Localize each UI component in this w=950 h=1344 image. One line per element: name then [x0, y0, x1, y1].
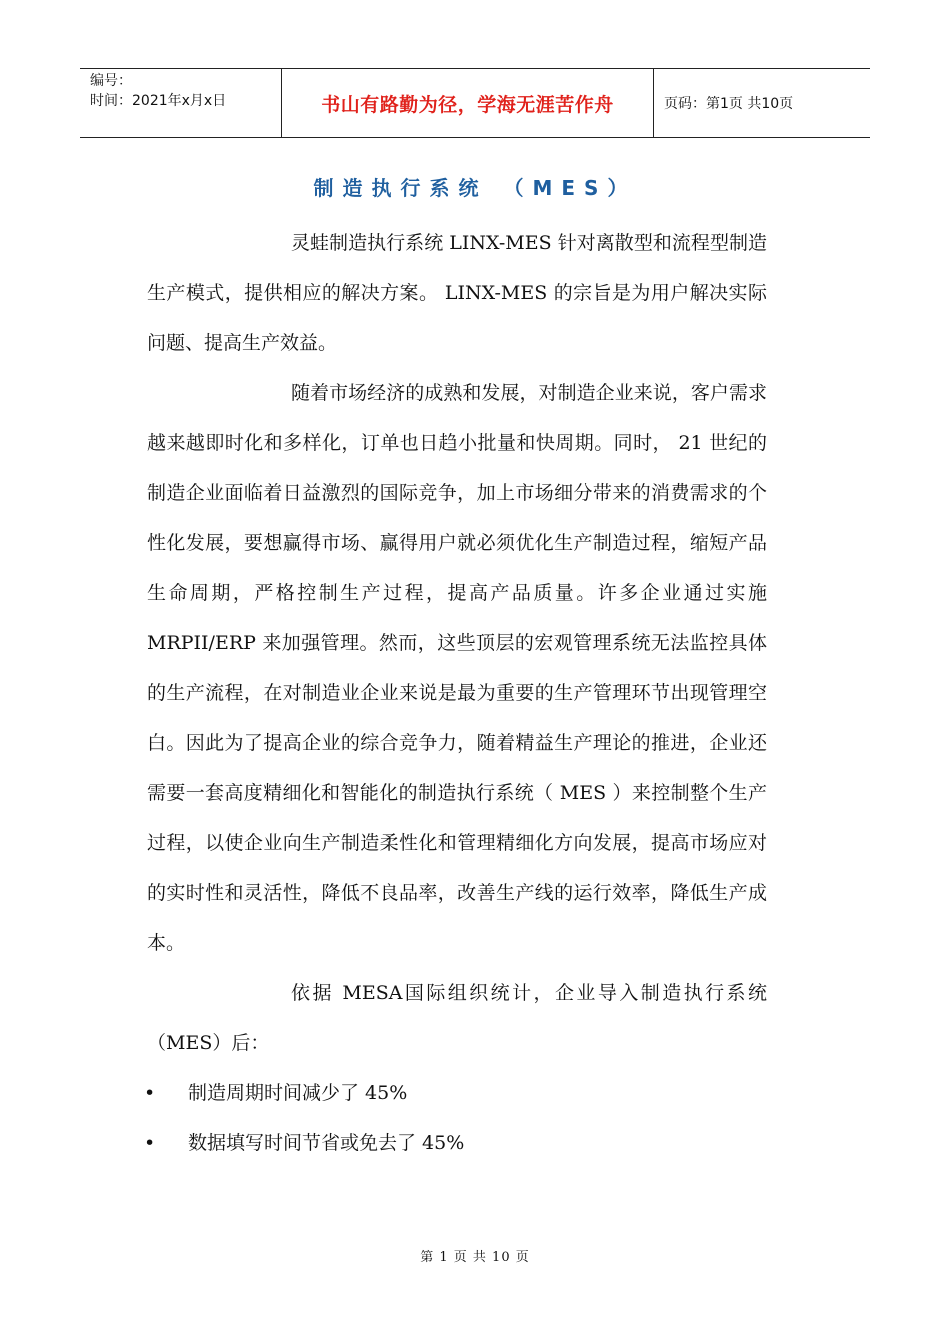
- document-header: [80, 68, 870, 138]
- header-page-info: 页码：第1页 共10页: [664, 96, 794, 112]
- paragraph-statistics: 依据 MESA国际组织统计，企业导入制造执行系统（MES）后：: [147, 982, 767, 1054]
- bullet-icon: •: [144, 1082, 156, 1104]
- header-motto: 书山有路勤为径，学海无涯苦作舟: [282, 69, 654, 137]
- benefits-list: [144, 1068, 767, 1168]
- header-meta-cell: [80, 69, 282, 137]
- serial-number-label: 编号：: [90, 73, 132, 89]
- document-body: [144, 218, 767, 1168]
- paragraph-background: 随着市场经济的成熟和发展，对制造企业来说，客户需求越来越即时化和多样化，订单也日趋小批量和快周期。同时， 21 世纪的制造企业面临着日益激烈的国际竞争，加上市场细分带来的消费需求的个性化发展，要想赢得市场、赢得用户就必须优化生产制造过程，缩短产品生命周期，严格控制生产过程，提高产品质量。许多企业通过实施 MRPII/ERP 来加强管理。然而，这些顶层的宏观管理系统无法监控具体的生产流程，在对制造业企业来说是最为重要的生产管理环节出现管理空白。因此为了提高企业的综合竞争力，随着精益生产理论的推进，企业还需要一套高度精细化和智能化的制造执行系统（ MES ）来控制整个生产过程，以使企业向生产制造柔性化和管理精细化方向发展，提高市场应对的实时性和灵活性，降低不良品率，改善生产线的运行效率，降低生产成本。: [147, 382, 767, 954]
- page-footer: 第 1 页 共 10 页: [420, 1250, 530, 1265]
- bullet-icon: •: [144, 1132, 156, 1154]
- list-item-text: 制造周期时间减少了 45%: [188, 1082, 408, 1104]
- document-title: 制造执行系统 （MES）: [313, 176, 637, 200]
- date-label: 时间：2021年x月x日: [90, 93, 227, 109]
- list-item: [144, 1068, 767, 1118]
- list-item-text: 数据填写时间节省或免去了 45%: [188, 1132, 465, 1154]
- paragraph-intro: 灵蛙制造执行系统 LINX-MES 针对离散型和流程型制造生产模式，提供相应的解决方案。 LINX-MES 的宗旨是为用户解决实际问题、提高生产效益。: [147, 232, 767, 354]
- list-item: [144, 1118, 767, 1168]
